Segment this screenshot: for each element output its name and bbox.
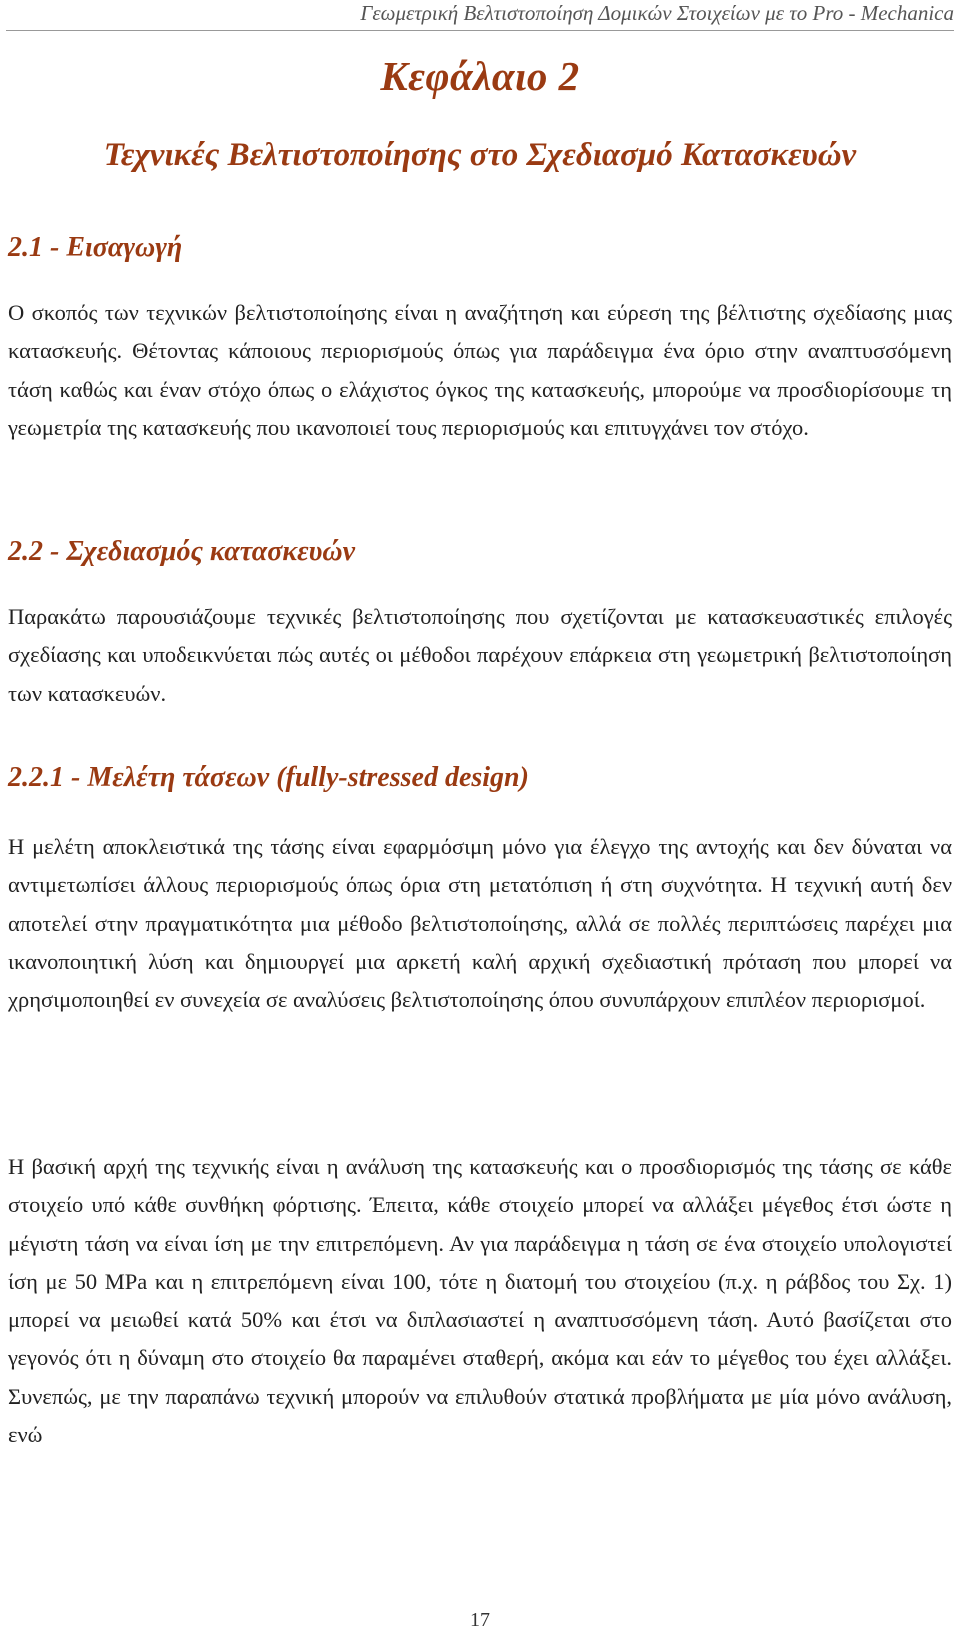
header-divider [6,30,954,31]
paragraph-introduction: Ο σκοπός των τεχνικών βελτιστοποίησης είναι η αναζήτηση και εύρεση της βέλτιστης σχεδίασης μιας κατασκευής. Θέτοντας κάποιους περιορισμούς όπως για παράδειγμα ένα όριο στην αναπτυσσόμενη τάση καθώς και έναν στόχο όπως ο ελάχιστος όγκος της κατασκευής, μπορούμε να προσδιορίσουμε τη γεωμετρία της κατασκευής που ικανοποιεί τους περιορισμούς και επιτυγχάνει τον στόχο. [8,300,952,440]
chapter-number: Κεφάλαιο 2 [380,53,580,99]
chapter-title: Τεχνικές Βελτιστοποίησης στο Σχεδιασμό Κατασκευών [103,137,857,173]
section-heading-2-2: 2.2 - Σχεδιασμός κατασκευών [8,536,356,567]
section-heading-2-2-1: 2.2.1 - Μελέτη τάσεων (fully-stressed design) [8,762,529,793]
page-number: 17 [470,1609,490,1631]
paragraph-stress-study: Η μελέτη αποκλειστικά της τάσης είναι εφαρμόσιμη μόνο για έλεγχο της αντοχής και δεν δύναται να αντιμετωπίσει άλλους περιορισμούς όπως όρια στη μετατόπιση ή στη συχνότητα. Η τεχνική αυτή δεν αποτελεί στην πραγματικότητα μια μέθοδο βελτιστοποίησης, αλλά σε πολλές περιπτώσεις παρέχει μια ικανοποιητική λύση και δημιουργεί μια αρκετή καλή αρχική σχεδιαστική πρόταση που μπορεί να χρησιμοποιηθεί εν συνεχεία σε αναλύσεις βελτιστοποίησης όπου συνυπάρχουν επιπλέον περιορισμοί. [8,834,952,1013]
running-header: Γεωμετρική Βελτιστοποίηση Δομικών Στοιχείων με το Pro - Mechanica [360,1,954,25]
section-heading-2-1: 2.1 - Εισαγωγή [8,232,183,263]
paragraph-basic-principle: Η βασική αρχή της τεχνικής είναι η ανάλυση της κατασκευής και ο προσδιορισμός της τάσης σε κάθε στοιχείο υπό κάθε συνθήκη φόρτισης. Έπειτα, κάθε στοιχείο μπορεί να αλλάξει μέγεθος έτσι ώστε η μέγιστη τάση να είναι ίση με την επιτρεπόμενη. Αν για παράδειγμα η τάση σε ένα στοιχείο υπολογιστεί ίση με 50 MPa και η επιτρεπόμενη είναι 100, τότε η διατομή του στοιχείου (π.χ. η ράβδος του Σχ. 1) μπορεί να μειωθεί κατά 50% και έτσι να διπλασιαστεί η αναπτυσσόμενη τάση. Αυτό βασίζεται στο γεγονός ότι η δύναμη στο στοιχείο θα παραμένει σταθερή, ακόμα και εάν το μέγεθος του έχει αλλάξει. Συνεπώς, με την παραπάνω τεχνική μπορούν να επιλυθούν στατικά προβλήματα με μία μόνο ανάλυση, ενώ [8,1154,952,1448]
paragraph-structural-design: Παρακάτω παρουσιάζουμε τεχνικές βελτιστοποίησης που σχετίζονται με κατασκευαστικές επιλογές σχεδίασης και υποδεικνύεται πώς αυτές οι μέθοδοι παρέχουν επάρκεια στη γεωμετρική βελτιστοποίηση των κατασκευών. [8,604,952,706]
